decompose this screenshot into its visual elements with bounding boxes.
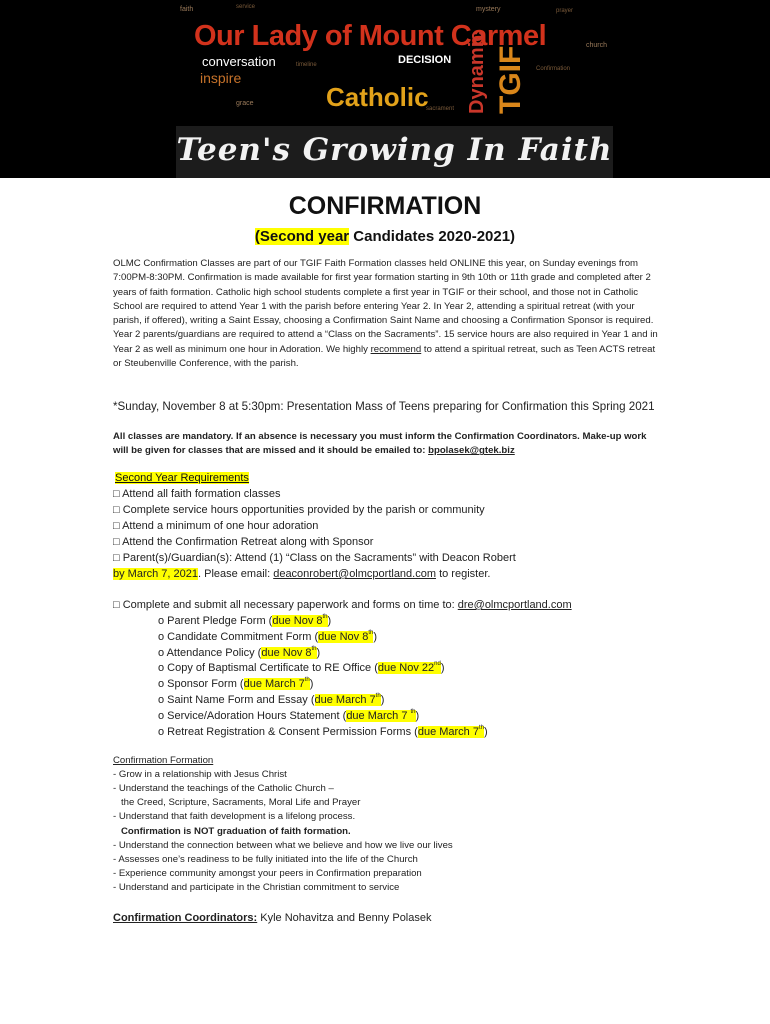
coordinators xyxy=(113,912,432,924)
form-item: o Retreat Registration & Consent Permission Forms (due March 7th) xyxy=(158,725,488,738)
formation-item: - Experience community amongst your peers in Confirmation preparation xyxy=(113,868,422,879)
coordinators-label: Confirmation Coordinators: xyxy=(113,912,258,924)
intro-paragraph: OLMC Confirmation Classes are part of our TGIF Faith Formation classes held ONLINE this year, on Sunday evenings from 7:00PM-8:30PM. Confirmation is made available for first year formation starting in 9th 10th or 11th grade and completed after 2 years of faith formation. Catholic high school students complete a first year in TGIF or their school, and those not in Catholic School are required to attend Year 1 with the parish before entering Year 2. In Year 2, attending a spiritual retreat (with your parish, if offered), writing a Saint Essay, choosing a Confirmation Saint Name and choosing a Confirmation Sponsor is required. Year 2 parents/guardians are required to attend a “Class on the Sacraments”. 15 service hours are also required in Year 1 and in Year 2 as well as minimum one hour in Adoration. We highly recommend to attend a spiritual retreat, such as Teen ACTS retreat or Steubenville Conference, with the parish. xyxy=(113,258,658,370)
subtitle-highlight: (Second year xyxy=(254,228,350,245)
formation-heading: Confirmation Formation xyxy=(113,755,214,766)
formation-item-emphasis: Confirmation is NOT graduation of faith formation. xyxy=(121,826,351,837)
forms-heading: □ Complete and submit all necessary paperwork and forms on time to: dre@olmcportland.com xyxy=(113,599,572,611)
word-cloud-logo: faith service mystery prayer church timeline Confirmation grace sacrament Our Lady of Mount Carmel conversation inspire DECISION Catholic Dynamic TGIF xyxy=(180,4,608,114)
dre-email-link[interactable]: dre@olmcportland.com xyxy=(457,599,572,611)
header-banner xyxy=(0,0,770,178)
mandatory-notice: All classes are mandatory. If an absence is necessary you must inform the Confirmation Coordinators. Make-up work will be given for classes that are missed and it should be emailed to: bpolasek@gtek.biz xyxy=(113,431,647,457)
form-item: o Copy of Baptismal Certificate to RE Office (due Nov 22nd) xyxy=(158,661,445,674)
tagline-bar xyxy=(176,126,613,178)
formation-item: the Creed, Scripture, Sacraments, Moral Life and Prayer xyxy=(121,797,361,808)
logo-word-dynamic: Dynamic xyxy=(466,30,488,114)
page-subtitle xyxy=(0,228,770,245)
mass-note: *Sunday, November 8 at 5:30pm: Presentation Mass of Teens preparing for Confirmation this Spring 2021 xyxy=(113,400,655,413)
logo-word-decision: DECISION xyxy=(398,54,452,66)
requirements-heading: Second Year Requirements xyxy=(115,472,249,484)
logo-title: Our Lady of Mount Carmel xyxy=(194,20,547,52)
requirement-item: □ Attend all faith formation classes xyxy=(113,488,281,500)
logo-word-conversation: conversation xyxy=(202,54,276,69)
form-item: o Parent Pledge Form (due Nov 8th) xyxy=(158,614,332,627)
form-item: o Sponsor Form (due March 7th) xyxy=(158,677,314,690)
formation-item: - Understand and participate in the Christian commitment to service xyxy=(113,882,400,893)
requirement-deadline: by March 7, 2021. Please email: deaconrobert@olmcportland.com to register. xyxy=(113,568,491,580)
requirement-item: □ Attend a minimum of one hour adoration xyxy=(113,520,319,532)
form-item: o Service/Adoration Hours Statement (due March 7 $^{th}$) xyxy=(158,709,420,722)
subtitle-rest: Candidates 2020-2021) xyxy=(349,228,516,245)
coordinators-names: Kyle Nohavitza and Benny Polasek xyxy=(257,912,432,924)
formation-item: - Understand the teachings of the Catholic Church – xyxy=(113,783,334,794)
requirement-item: □ Parent(s)/Guardian(s): Attend (1) “Class on the Sacraments” with Deacon Robert xyxy=(113,552,516,564)
page-title: CONFIRMATION xyxy=(288,192,482,220)
form-item: o Candidate Commitment Form (due Nov 8th) xyxy=(158,630,378,643)
form-item: o Attendance Policy (due Nov 8th) xyxy=(158,646,321,659)
deacon-email-link[interactable]: deaconrobert@olmcportland.com xyxy=(273,568,437,580)
requirement-item: □ Complete service hours opportunities provided by the parish or community xyxy=(113,504,485,516)
formation-item: - Assesses one’s readiness to be fully initiated into the life of the Church xyxy=(113,854,418,865)
formation-item: - Understand the connection between what we believe and how we live our lives xyxy=(113,840,453,851)
recommend-word: recommend xyxy=(370,343,422,355)
mandatory-email-link[interactable]: bpolasek@gtek.biz xyxy=(428,445,515,457)
requirement-item: □ Attend the Confirmation Retreat along with Sponsor xyxy=(113,536,374,548)
form-item: o Saint Name Form and Essay (due March 7th) xyxy=(158,693,385,706)
formation-item: - Grow in a relationship with Jesus Christ xyxy=(113,769,287,780)
logo-word-inspire: inspire xyxy=(200,70,242,86)
logo-word-catholic: Catholic xyxy=(326,82,429,112)
logo-word-tgif: TGIF xyxy=(494,45,527,114)
formation-item: - Understand that faith development is a lifelong process. xyxy=(113,811,356,822)
tagline: Teen's Growing In Faith xyxy=(176,132,613,168)
